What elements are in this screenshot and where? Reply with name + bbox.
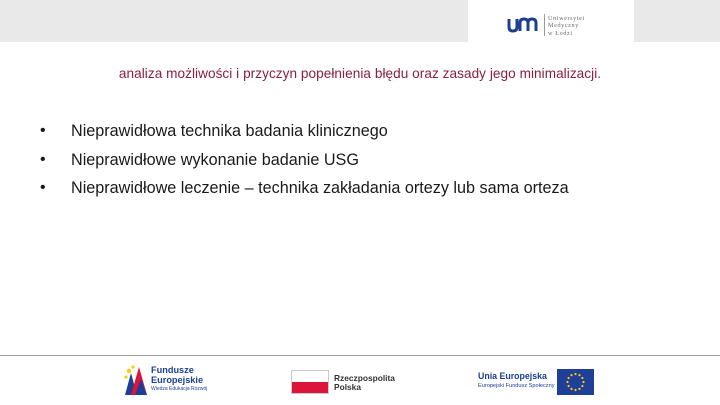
pl-line-2: Polska xyxy=(334,382,362,393)
bullet-dot: • xyxy=(40,150,46,168)
bullet-text: Nieprawidłowa technika badania klinicznego xyxy=(71,122,388,140)
eu-stars-icon xyxy=(557,369,594,395)
bullet-text: Nieprawidłowe leczenie – technika zakładania ortezy lub sama orteza xyxy=(71,179,569,198)
university-name-line-1: Uniwersytet xyxy=(548,15,585,22)
pl-line-1: Rzeczpospolita xyxy=(334,373,395,383)
fe-line-3: Wiedza Edukacja Rozwój xyxy=(151,386,208,393)
university-name-line-2: Medyczny xyxy=(548,22,579,30)
bullet-item xyxy=(40,117,569,146)
fundusze-europejskie-icon xyxy=(123,363,149,397)
university-name-line-3: w Łodzi xyxy=(548,29,573,37)
bullet-dot: • xyxy=(40,179,46,197)
bullet-text: Nieprawidłowe wykonanie badanie USG xyxy=(71,150,359,169)
bullet-list xyxy=(40,117,569,203)
slide-heading: analiza możliwości i przyczyn popełnienia błędu oraz zasady jego minimalizacji. xyxy=(118,66,602,81)
bullet-dot: • xyxy=(40,122,46,139)
bullet-item xyxy=(40,174,569,203)
polish-flag-white xyxy=(292,371,328,382)
logo-divider xyxy=(544,14,545,36)
fe-line-2: Europejskie xyxy=(151,374,204,385)
unia-europejska-label xyxy=(478,371,555,391)
university-name xyxy=(548,15,585,37)
eu-flag-icon xyxy=(557,369,594,395)
eu-title: Unia Europejska xyxy=(478,371,547,381)
fe-line-1: Fundusze xyxy=(151,365,194,375)
polish-flag-icon xyxy=(291,370,329,394)
bullet-item xyxy=(40,146,569,175)
footer-divider xyxy=(0,355,720,356)
eu-subtitle: Europejski Fundusz Społeczny xyxy=(478,383,555,389)
fundusze-europejskie-label xyxy=(151,366,207,394)
rzeczpospolita-polska-label xyxy=(334,374,395,393)
um-logo-icon xyxy=(507,15,541,33)
polish-flag-red xyxy=(292,382,328,393)
